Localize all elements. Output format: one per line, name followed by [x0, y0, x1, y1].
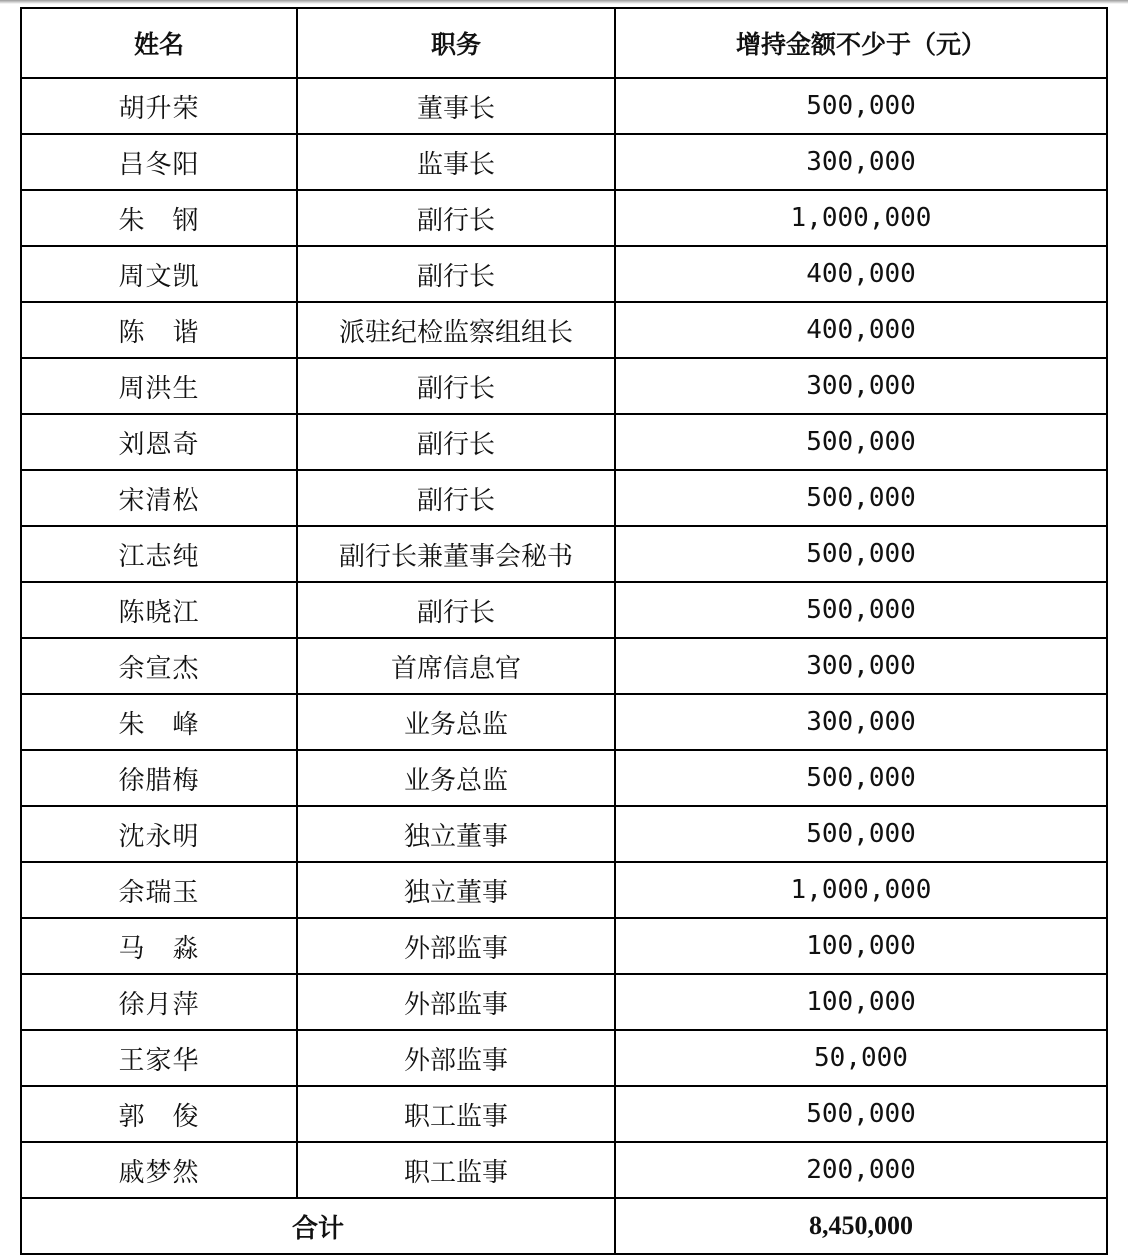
cell-amount: 200,000 [615, 1142, 1107, 1198]
table-row [21, 1030, 1107, 1086]
cell-position: 副行长 [297, 190, 615, 246]
cell-amount: 500,000 [615, 806, 1107, 862]
cell-position: 业务总监 [297, 694, 615, 750]
table-row [21, 638, 1107, 694]
cell-amount: 500,000 [615, 470, 1107, 526]
table-row [21, 1086, 1107, 1142]
cell-position: 首席信息官 [297, 638, 615, 694]
cell-amount: 100,000 [615, 918, 1107, 974]
cell-name: 吕冬阳 [21, 134, 297, 190]
cell-position: 副行长 [297, 582, 615, 638]
table-row [21, 190, 1107, 246]
cell-amount: 300,000 [615, 638, 1107, 694]
cell-amount: 300,000 [615, 694, 1107, 750]
cell-name: 余瑞玉 [21, 862, 297, 918]
cell-position: 派驻纪检监察组组长 [297, 302, 615, 358]
cell-amount: 500,000 [615, 582, 1107, 638]
cell-name: 王家华 [21, 1030, 297, 1086]
table-body [21, 78, 1107, 1198]
cell-name: 戚梦然 [21, 1142, 297, 1198]
total-label: 合计 [21, 1198, 615, 1254]
table-row [21, 694, 1107, 750]
cell-name: 徐月萍 [21, 974, 297, 1030]
table-row [21, 750, 1107, 806]
table-row [21, 1142, 1107, 1198]
cell-position: 外部监事 [297, 918, 615, 974]
table-row [21, 526, 1107, 582]
cell-position: 副行长 [297, 246, 615, 302]
table-row [21, 302, 1107, 358]
cell-position: 副行长 [297, 358, 615, 414]
table-row [21, 974, 1107, 1030]
cell-position: 业务总监 [297, 750, 615, 806]
cell-amount: 50,000 [615, 1030, 1107, 1086]
cell-name: 余宣杰 [21, 638, 297, 694]
cell-amount: 1,000,000 [615, 862, 1107, 918]
cell-amount: 500,000 [615, 750, 1107, 806]
cell-amount: 300,000 [615, 358, 1107, 414]
cell-name: 刘恩奇 [21, 414, 297, 470]
share-increase-table [20, 7, 1108, 1255]
cell-amount: 1,000,000 [615, 190, 1107, 246]
cell-position: 副行长兼董事会秘书 [297, 526, 615, 582]
cell-position: 外部监事 [297, 1030, 615, 1086]
table-header-row [21, 8, 1107, 78]
cell-position: 独立董事 [297, 806, 615, 862]
total-row [21, 1198, 1107, 1254]
cell-position: 职工监事 [297, 1142, 615, 1198]
cell-amount: 300,000 [615, 134, 1107, 190]
cell-name: 朱 峰 [21, 694, 297, 750]
table-row [21, 414, 1107, 470]
table-row [21, 134, 1107, 190]
cell-name: 沈永明 [21, 806, 297, 862]
cell-name: 郭 俊 [21, 1086, 297, 1142]
cell-name: 徐腊梅 [21, 750, 297, 806]
cell-amount: 400,000 [615, 302, 1107, 358]
cell-amount: 500,000 [615, 78, 1107, 134]
table-row [21, 470, 1107, 526]
table-row [21, 862, 1107, 918]
table-row [21, 806, 1107, 862]
cell-position: 董事长 [297, 78, 615, 134]
cell-position: 副行长 [297, 414, 615, 470]
header-position: 职务 [297, 8, 615, 78]
cell-name: 陈 谐 [21, 302, 297, 358]
total-amount: 8,450,000 [615, 1198, 1107, 1254]
header-amount: 增持金额不少于（元） [615, 8, 1107, 78]
cell-amount: 500,000 [615, 1086, 1107, 1142]
table-row [21, 246, 1107, 302]
cell-name: 周文凯 [21, 246, 297, 302]
page-top-edge [0, 0, 1128, 4]
cell-name: 马 淼 [21, 918, 297, 974]
table-row [21, 78, 1107, 134]
cell-name: 江志纯 [21, 526, 297, 582]
cell-position: 独立董事 [297, 862, 615, 918]
cell-amount: 100,000 [615, 974, 1107, 1030]
table-row [21, 918, 1107, 974]
cell-name: 陈晓江 [21, 582, 297, 638]
cell-position: 监事长 [297, 134, 615, 190]
table-row [21, 358, 1107, 414]
cell-position: 副行长 [297, 470, 615, 526]
cell-name: 胡升荣 [21, 78, 297, 134]
cell-amount: 500,000 [615, 414, 1107, 470]
cell-name: 周洪生 [21, 358, 297, 414]
cell-amount: 500,000 [615, 526, 1107, 582]
cell-name: 宋清松 [21, 470, 297, 526]
table-row [21, 582, 1107, 638]
header-name: 姓名 [21, 8, 297, 78]
cell-position: 职工监事 [297, 1086, 615, 1142]
cell-name: 朱 钢 [21, 190, 297, 246]
cell-position: 外部监事 [297, 974, 615, 1030]
cell-amount: 400,000 [615, 246, 1107, 302]
